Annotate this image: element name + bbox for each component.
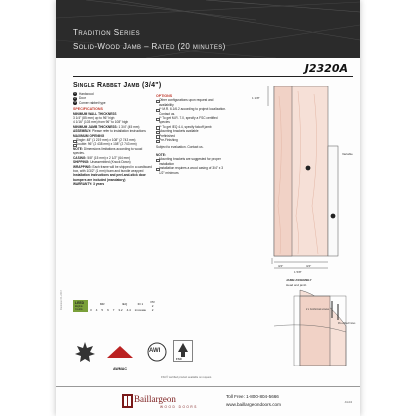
wrapping-heading: WRAPPING:	[73, 164, 92, 169]
leed-value: innovate	[134, 308, 147, 312]
page-number: J4-04	[344, 400, 352, 404]
options-heading: OPTIONS	[156, 94, 173, 98]
callout-screws: 2 x Conformal screws	[306, 308, 329, 311]
leed-header-ieq: IEQ	[121, 302, 128, 306]
jamb-assembly-title: JAMB ASSEMBLY	[286, 278, 312, 282]
series-subtitle: Solid-Wood Jamb – Rated (20 minutes)	[73, 42, 226, 51]
legend-label: Door	[79, 96, 86, 101]
awmac-logo-icon	[105, 344, 135, 362]
wrapping-value: Each frame will be shipped in a cardboard box, with 1/3/2" (1 mm) foam and bundle wrapped	[73, 164, 152, 173]
awi-logo	[147, 342, 167, 367]
options-column	[156, 92, 226, 175]
option-item: Prefinished	[156, 134, 226, 138]
phone-label: Toll Free:	[226, 394, 245, 399]
specifications-heading: SPECIFICATIONS	[73, 107, 103, 112]
revision-note: Revision 01-2017	[60, 289, 63, 310]
dim-bottom-left: 3/4"	[278, 264, 284, 268]
option-item: Other configurations upon request and availability	[156, 98, 226, 107]
min-jamb-heading: MINIMUM JAMB THICKNESS:	[73, 124, 118, 129]
dim-bottom-mid: 3/4"	[306, 264, 312, 268]
awmac-logo	[105, 344, 135, 371]
leed-header-mr: MR	[99, 302, 105, 306]
leed-value: 5	[101, 308, 104, 312]
options-note: Mounting brackets are suggested for proper installation	[156, 157, 226, 166]
model-number: J2320A	[304, 62, 348, 75]
jamb-section-drawing	[234, 86, 360, 366]
min-wall-line: 4 1/16" (103 mm) from 96" to 108" high	[73, 120, 129, 125]
leed-value: 4	[95, 308, 98, 312]
casing-heading: CASING:	[73, 155, 87, 160]
brand-name: Baillargeon	[134, 394, 176, 404]
product-title: Single Rabbet Jamb (3/4")	[73, 82, 162, 89]
leed-badge-sub: Eligible Credits	[75, 305, 83, 311]
dim-top: 1 1/8"	[252, 96, 260, 100]
legend-number: 1	[74, 92, 76, 96]
legend-number: 3	[74, 101, 76, 105]
callout-holes: Pre-drilled holes	[338, 322, 356, 325]
leed-value: 6	[107, 308, 109, 312]
leed-value: 3.2	[118, 308, 123, 312]
min-jamb-value: 1 3/4" (45 mm)	[118, 124, 140, 129]
shipping-value: Unassembled (Knock Down)	[90, 160, 131, 165]
header-band	[56, 0, 360, 58]
certification-logos	[73, 340, 233, 370]
brand-logo-icon	[122, 394, 133, 408]
assembly-value: Please refer to installation instructions	[92, 129, 146, 134]
leed-header-id: ID 1	[137, 302, 144, 306]
series-title: Tradition Series	[73, 28, 141, 37]
spec-sheet-page	[56, 0, 360, 416]
legend-label: Hardwood	[79, 92, 94, 96]
subject-note: Subject to evaluation. Contact us.	[156, 145, 204, 150]
title-rule	[73, 76, 353, 77]
min-wall-heading: MINIMUM WALL THICKNESS	[73, 111, 117, 116]
install-note: Installation instructions and peel-and-stick door bumpers are included (mandatory)	[73, 173, 146, 182]
leed-credits	[73, 300, 157, 312]
brand-subtitle: WOOD DOORS	[160, 405, 198, 409]
jamb-assembly-subtitle: Head and jamb	[286, 283, 307, 287]
leed-table	[73, 300, 157, 312]
warranty: WARRANTY: 3 years	[73, 182, 105, 187]
shipping-heading: SHIPPING:	[73, 160, 90, 165]
awi-label: AWI	[149, 348, 161, 354]
maple-leaf-logo-icon	[73, 340, 97, 366]
specifications-column	[73, 92, 153, 187]
awmac-label: AWMAC	[113, 367, 127, 371]
dim-bottom-total: 1 5/8"	[294, 270, 302, 274]
variable-label: Variable	[342, 152, 353, 156]
options-note-heading: NOTE:	[156, 152, 166, 157]
max-opening-line: Single: 48" (1 219 mm) x 108" (2 743 mm)	[73, 138, 153, 142]
contact-info	[226, 393, 281, 409]
leed-header-pr: PR 2	[150, 300, 155, 308]
fsc-logo	[173, 340, 193, 367]
website-link[interactable]: www.baillargeondoors.com	[226, 402, 281, 407]
legend-number: 2	[74, 96, 76, 100]
legend-label: Corner rabbet type	[79, 100, 106, 105]
leed-value: 7	[112, 308, 115, 312]
fsc-label: FSC	[176, 357, 182, 361]
casing-value: 5/8" (15 mm) x 2 1/2" (64 mm)	[87, 155, 131, 160]
leed-badge-label: LEED	[75, 301, 85, 305]
min-wall-line: 3 1/4" (85 mm) up to 96" high	[73, 116, 115, 121]
max-opening-heading: MAXIMUM OPENING	[73, 133, 105, 138]
note-heading: NOTE:	[73, 146, 83, 151]
option-item: ** M.R. 6.1/6.2 according to project localization. Contact us.	[156, 107, 226, 116]
option-item: Mounting brackets available	[156, 129, 226, 133]
max-opening-line: Double: 96" (2 438 mm) x 108" (2 743 mm)	[73, 142, 153, 146]
phone-number[interactable]: 1-800-804-5666	[246, 394, 279, 399]
footer	[56, 388, 360, 416]
leed-value: 3	[90, 308, 92, 312]
option-item: ** To get M.R. 7.0, specify a FSC certified species	[156, 116, 226, 125]
footer-rule	[56, 386, 360, 387]
option-item: Pre-Finishing	[156, 138, 226, 142]
option-item: ** To get IEQ 4.4, specify falcoff jamb	[156, 125, 226, 129]
options-note: Installation requires a wood casing of 3/4" x 3 1/2" minimum.	[156, 166, 226, 175]
leed-value: 2	[151, 308, 154, 312]
legend-item	[73, 101, 153, 105]
note-value: Dimensions limitations according to wood species.	[73, 146, 143, 156]
fsc-note: FSC® certified product available on request.	[161, 376, 212, 379]
leed-badge	[73, 300, 88, 312]
leed-value: 4.4	[126, 308, 131, 312]
assembly-heading: ASSEMBLY:	[73, 129, 92, 134]
